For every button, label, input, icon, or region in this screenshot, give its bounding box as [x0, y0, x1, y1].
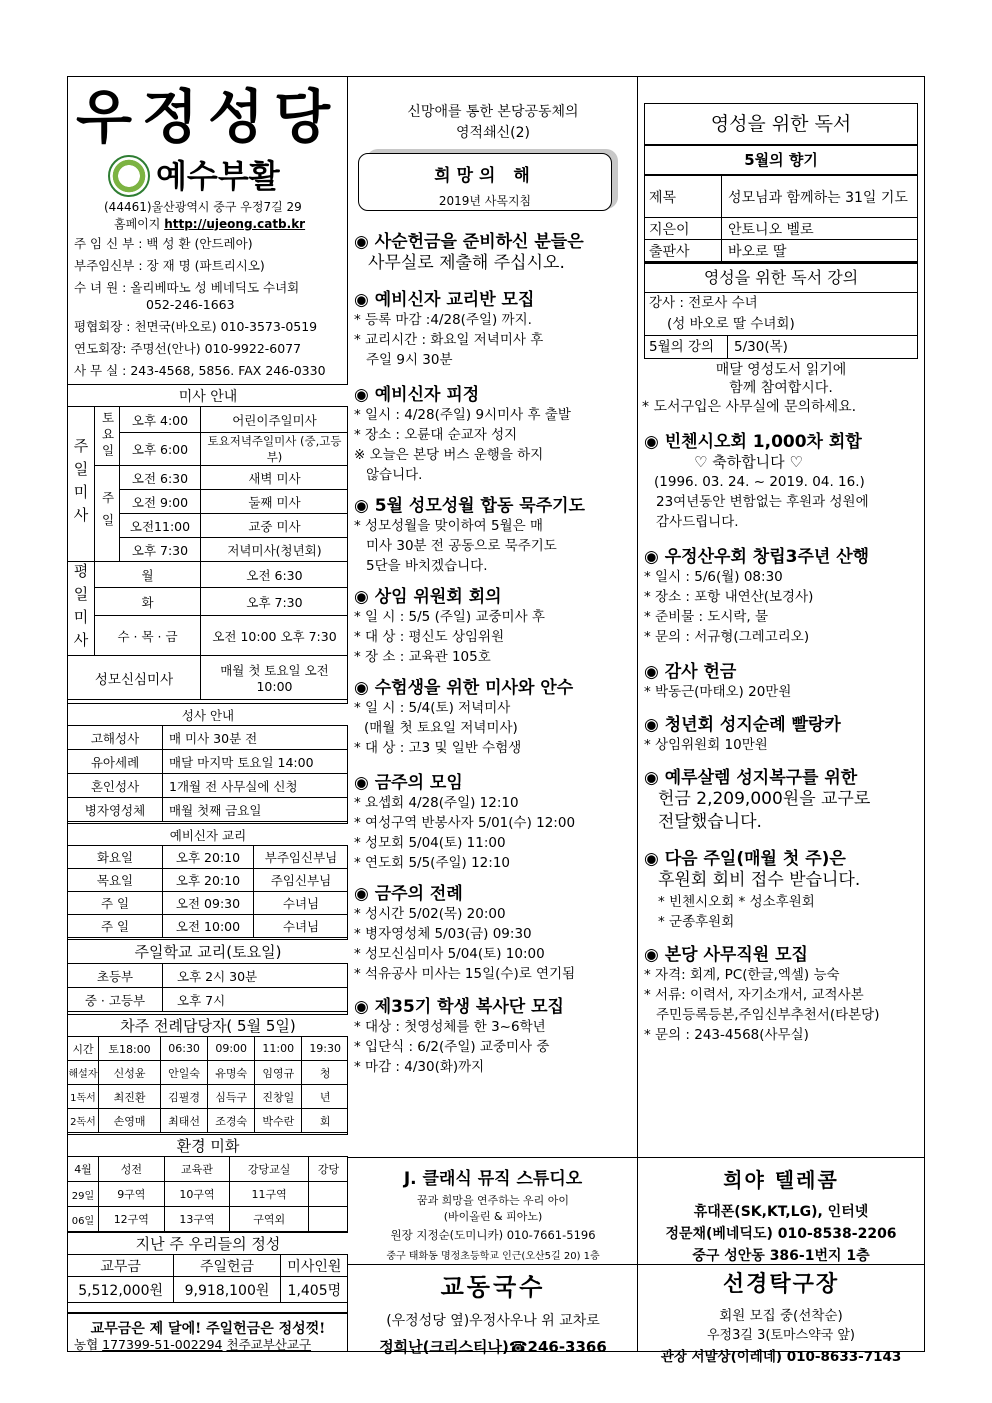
- mass-name: 토요저녁주일미사 (중,고등부): [201, 433, 349, 466]
- liturgy-col: 시간: [68, 1037, 99, 1061]
- liturgy-role: 해설자: [68, 1061, 99, 1085]
- liturgy-person: 손영매: [99, 1109, 161, 1133]
- notice-line: * 빈첸시오회 * 성소후원회: [658, 894, 815, 910]
- notice-item: [354, 227, 636, 275]
- class-teacher: 부주임신부님: [254, 846, 349, 869]
- notice-item: [644, 427, 922, 532]
- notice-line: * 일 시 : 5/5 (주일) 교중미사 후: [354, 609, 545, 625]
- subtitle: 예수부활: [156, 157, 280, 195]
- env-day: 06일: [68, 1207, 99, 1232]
- env-day: 29일: [68, 1182, 99, 1207]
- ad-music-studio: [348, 1157, 638, 1265]
- notice-heading: ◉ 제35기 학생 복사단 모집: [354, 997, 564, 1017]
- heart-mass: 성모신심미사: [68, 656, 201, 700]
- notice-item: [354, 768, 636, 873]
- notice-line: * 서류: 이력서, 자기소개서, 교적사본: [644, 987, 864, 1003]
- ad-line: 꿈과 희망을 연주하는 우리 아이: [416, 1194, 570, 1207]
- lecture-date: 5/30(목): [734, 339, 788, 355]
- reading-note-3: * 도서구입은 사무실에 문의하세요.: [642, 399, 857, 415]
- env-col: 강당: [309, 1157, 348, 1182]
- notice-line: * 여성구역 반봉사자 5/01(수) 12:00: [354, 815, 576, 831]
- mass-name: 어린이주일미사: [201, 407, 349, 433]
- weekday: 월: [95, 562, 201, 588]
- class-time: 오전 10:00: [163, 915, 254, 938]
- liturgy-col: 09:00: [208, 1037, 255, 1061]
- notice-heading: ◉ 본당 사무직원 모집: [644, 945, 808, 965]
- notice-line: 전달했습니다.: [658, 812, 762, 832]
- ad-line: 휴대폰(SK,KT,LG), 인터넷: [693, 1204, 869, 1220]
- mass-time: 오전11:00: [120, 514, 201, 538]
- notice-list: [354, 227, 636, 1083]
- notice-item: [354, 285, 636, 370]
- offering-value: 5,512,000원: [68, 1277, 174, 1303]
- sacrament-desc: 1개월 전 사무실에 신청: [163, 774, 349, 798]
- notice-line: * 문의 : 서규형(그레고리오): [644, 629, 810, 645]
- bank-account: 농협 177399-51-002294 천주교부산교구: [74, 1337, 312, 1352]
- notice-item: [644, 940, 922, 1045]
- notice-item: [644, 542, 922, 647]
- mass-time: 오후 4:00: [120, 407, 201, 433]
- notice-line: * 준비물 : 도시락, 물: [644, 609, 769, 625]
- left-column: [68, 77, 348, 1351]
- year-banner: [358, 149, 626, 213]
- mass-time: 오후 6:00: [120, 433, 201, 466]
- mass-time: 오전 9:00: [120, 490, 201, 514]
- class-day: 주 일: [68, 915, 163, 938]
- liturgy-person: 조경숙: [208, 1109, 255, 1133]
- notice-line: * 박동근(마태오) 20만원: [644, 684, 792, 700]
- school-level: 초등부: [68, 964, 163, 988]
- ad-line: 중구 성안동 386-1번지 1층: [692, 1248, 870, 1264]
- notice-line: * 성시간 5/02(목) 20:00: [354, 906, 506, 922]
- staff-1: 부주임신부 : 장 재 명 (파트리시오): [74, 258, 265, 273]
- notice-line: 23여년동안 변함없는 후원과 성원에: [656, 494, 869, 510]
- notice-heading: ◉ 우정산우회 창립3주년 산행: [644, 547, 870, 567]
- notice-line: 사무실로 제출해 주십시오.: [368, 253, 565, 273]
- banner-title: 희망의 해: [434, 166, 536, 186]
- sacrament-table: [68, 703, 348, 822]
- ad-line: 정문채(베네딕도) 010-8538-2206: [665, 1226, 897, 1242]
- lecturer: 강사 : 전로사 수녀: [649, 295, 758, 311]
- notice-line: * 입단식 : 6/2(주일) 교중미사 중: [354, 1039, 550, 1055]
- reading-note-1: 매달 영성도서 읽기에: [715, 362, 847, 378]
- offering-value: 1,405명: [280, 1277, 348, 1303]
- notice-line: * 성모성월을 맞이하여 5월은 매: [354, 518, 543, 534]
- env-zone: 13구역: [164, 1207, 230, 1232]
- liturgy-person: 년: [302, 1085, 348, 1109]
- notice-line: * 장 소 : 교육관 105호: [354, 649, 491, 665]
- lecturer-org: (성 바오로 딸 수녀회): [645, 313, 917, 336]
- sacrament-desc: 매달 마지막 토요일 14:00: [163, 750, 349, 774]
- class-day: 목요일: [68, 869, 163, 892]
- env-zone: 12구역: [99, 1207, 165, 1232]
- notice-line: 주일 9시 30분: [366, 352, 453, 368]
- liturgy-person: 유명숙: [208, 1061, 255, 1085]
- liturgy-person: 김필경: [161, 1085, 208, 1109]
- class-time: 오전 09:30: [163, 892, 254, 915]
- sacrament-name: 유아세례: [68, 750, 163, 774]
- notice-line: 않습니다.: [366, 467, 423, 483]
- ad-table-tennis: [638, 1263, 924, 1365]
- parish-logo-icon: [108, 155, 150, 197]
- offering-value: 9,918,100원: [174, 1277, 280, 1303]
- pastoral-theme: 신망애를 통한 본당공동체의: [407, 104, 579, 120]
- mass-time: 오전 6:30: [120, 466, 201, 490]
- env-zone: [309, 1182, 348, 1207]
- notice-heading: ◉ 예비신자 교리반 모집: [354, 290, 535, 310]
- liturgy-person: 최태선: [161, 1109, 208, 1133]
- offering-slogan: 교무금은 제 달에! 주일헌금은 정성껏!: [68, 1312, 348, 1338]
- notice-item: [354, 380, 636, 485]
- class-day: 화요일: [68, 846, 163, 869]
- liturgy-person: 임영규: [255, 1061, 302, 1085]
- ad-title: 선경탁구장: [722, 1271, 840, 1297]
- sacrament-name: 병자영성체: [68, 798, 163, 822]
- class-time: 오후 20:10: [163, 869, 254, 892]
- env-col: 4월: [68, 1157, 99, 1182]
- liturgy-person: 박수란: [255, 1109, 302, 1133]
- lecture-date-row: [645, 336, 917, 358]
- sunday-label: 주일: [95, 466, 120, 562]
- notice-line: 주민등록등본,주임신부추천서(타본당): [656, 1007, 880, 1023]
- bulletin-page: [67, 76, 925, 1365]
- liturgy-role: 1독서: [68, 1085, 99, 1109]
- notice-line: * 군종후원회: [658, 914, 735, 930]
- notice-item: [644, 763, 922, 834]
- mass-name: 교중 미사: [201, 514, 349, 538]
- notice-line: * 장소 : 포항 내연산(보경사): [644, 589, 814, 605]
- notice-line: * 자격: 회계, PC(한글,엑셀) 능숙: [644, 967, 840, 983]
- school-time: 오후 7시: [163, 988, 349, 1012]
- notice-line: 후원회 회비 접수 받습니다.: [658, 870, 861, 890]
- notice-item: [644, 844, 922, 932]
- notice-line: ♡ 축하합니다 ♡: [694, 453, 803, 471]
- book-label: 제목: [645, 176, 722, 218]
- liturgy-person: 회: [302, 1109, 348, 1133]
- notice-heading: ◉ 금주의 전례: [354, 884, 463, 904]
- notice-line: * 일시 : 5/6(월) 08:30: [644, 569, 783, 585]
- notice-line: * 석유공사 미사는 15일(수)로 연기됨: [354, 966, 576, 982]
- notice-line: * 상임위원회 10만원: [644, 737, 768, 753]
- weekday-time: 오후 7:30: [201, 588, 349, 616]
- notice-line: * 요셉회 4/28(주일) 12:10: [354, 795, 519, 811]
- staff-4: 평협회장 : 천면국(바오로) 010-3573-0519: [74, 319, 318, 334]
- heart-mass-time: 매월 첫 토요일 오전 10:00: [201, 656, 349, 700]
- sunday-mass-label: 주일미사: [68, 407, 95, 562]
- offering-table: [68, 1232, 348, 1303]
- catechumen-heading: 예비신자 교리: [68, 824, 348, 846]
- notice-line: * 일시 : 4/28(주일) 9시미사 후 출발: [354, 407, 571, 423]
- parish-title: 우정성당: [75, 83, 341, 151]
- class-teacher: 수녀님: [254, 892, 349, 915]
- reading-note-2: 함께 참여합시다.: [729, 380, 833, 396]
- catechumen-table: [68, 823, 348, 938]
- reading-month: 5월의 향기: [645, 146, 917, 175]
- homepage-link[interactable]: http://ujeong.catb.kr: [164, 217, 306, 231]
- liturgy-person: 최진환: [99, 1085, 161, 1109]
- environment-table: [68, 1134, 348, 1232]
- sunday-school-heading: 주일학교 교리(토요일): [68, 940, 348, 964]
- sacrament-name: 고해성사: [68, 726, 163, 750]
- mass-time: 오후 7:30: [120, 538, 201, 562]
- notice-line: ※ 오늘은 본당 버스 운행을 하지: [354, 447, 544, 463]
- liturgy-col: 11:00: [255, 1037, 302, 1061]
- notice-line: 미사 30분 전 공동으로 묵주기도: [366, 538, 557, 554]
- mass-name: 새벽 미사: [201, 466, 349, 490]
- env-zone: 10구역: [164, 1182, 230, 1207]
- weekday: 화: [95, 588, 201, 616]
- notice-heading: ◉ 상임 위원회 회의: [354, 587, 502, 607]
- notice-line: 헌금 2,209,000원을 교구로: [658, 789, 871, 809]
- notice-line: * 문의 : 243-4568(사무실): [644, 1027, 809, 1043]
- env-zone: 9구역: [99, 1182, 165, 1207]
- notice-item: [354, 673, 636, 758]
- notice-line: * 마감 : 4/30(화)까지: [354, 1059, 485, 1075]
- book-publisher: 바오로 딸: [722, 240, 918, 262]
- book-label: 지은이: [645, 218, 722, 240]
- weekday: 수 · 목 · 금: [95, 616, 201, 656]
- reading-heading: 영성을 위한 독서: [645, 104, 917, 146]
- notice-item: [644, 710, 922, 755]
- notice-item: [354, 879, 636, 984]
- staff-3: 052-246-1663: [146, 297, 235, 312]
- liturgy-person: 청: [302, 1061, 348, 1085]
- ad-telecom: [638, 1157, 924, 1265]
- notice-line: * 대 상 : 고3 및 일반 수험생: [354, 740, 522, 756]
- ad-title: 교동국수: [440, 1272, 546, 1301]
- ad-noodle: [348, 1263, 638, 1356]
- ad-line: (바이올린 & 피아노): [443, 1210, 543, 1223]
- staff-6: 사 무 실 : 243-4568, 5856. FAX 246-0330: [74, 363, 326, 378]
- book-table: [645, 175, 917, 262]
- notice-line: (매월 첫 토요일 저녁미사): [364, 720, 518, 736]
- notice-heading: ◉ 수험생을 위한 미사와 안수: [354, 678, 574, 698]
- notice-line: * 등록 마감 :4/28(주일) 까지.: [354, 312, 532, 328]
- liturgy-person: 심득구: [208, 1085, 255, 1109]
- offering-col: 주일헌금: [174, 1255, 280, 1277]
- notice-heading: ◉ 사순헌금을 준비하신 분들은: [354, 232, 584, 252]
- reading-box: [644, 103, 918, 359]
- notice-line: (1996. 03. 24. ~ 2019. 04. 16.): [654, 474, 865, 490]
- ad-title: J. 클래식 뮤직 스튜디오: [403, 1169, 583, 1189]
- staff-2: 수 녀 원 : 올리베따노 성 베네딕도 수녀회: [74, 280, 300, 295]
- notice-item: [354, 582, 636, 667]
- class-time: 오후 20:10: [163, 846, 254, 869]
- liturgy-col: 토18:00: [99, 1037, 161, 1061]
- env-zone: [309, 1207, 348, 1232]
- lecture-label: 5월의 강의: [645, 336, 728, 358]
- book-title: 성모님과 함께하는 31일 기도: [722, 176, 918, 218]
- notice-heading: ◉ 예루살렘 성지복구를 위한: [644, 768, 858, 788]
- liturgy-role: 2독서: [68, 1109, 99, 1133]
- notice-line: * 대상 : 첫영성체를 한 3~6학년: [354, 1019, 546, 1035]
- lecture-heading: 영성을 위한 독서 강의: [645, 262, 917, 293]
- offering-col: 교무금: [68, 1255, 174, 1277]
- sunday-school-table: [68, 939, 348, 1012]
- book-label: 출판사: [645, 240, 722, 262]
- staff-5: 연도회장: 주명선(안나) 010-9922-6077: [74, 341, 302, 356]
- notice-heading: ◉ 금주의 모임: [354, 773, 463, 793]
- env-zone: 11구역: [230, 1182, 309, 1207]
- notice-heading: ◉ 청년회 성지순례 빨랑카: [644, 715, 841, 735]
- class-day: 주 일: [68, 892, 163, 915]
- notice-item: [354, 491, 636, 576]
- liturgy-person: 진창일: [255, 1085, 302, 1109]
- ad-line: 정희난(크리스티나)☎246-3366: [379, 1338, 607, 1356]
- offering-col: 미사인원: [280, 1255, 348, 1277]
- liturgy-heading: 차주 전례담당자( 5월 5일): [68, 1015, 348, 1037]
- liturgy-table: [68, 1014, 348, 1133]
- school-time: 오후 2시 30분: [163, 964, 349, 988]
- notice-line: * 일 시 : 5/4(토) 저녁미사: [354, 700, 511, 716]
- env-col: 성전: [99, 1157, 165, 1182]
- notice-item: [354, 992, 636, 1077]
- notice-line: * 장소 : 오륜대 순교자 성지: [354, 427, 518, 443]
- class-teacher: 주임신부님: [254, 869, 349, 892]
- ad-line: 우정3길 3(토마스약국 앞): [707, 1328, 855, 1343]
- env-col: 교육관: [164, 1157, 230, 1182]
- env-heading: 환경 미화: [68, 1135, 348, 1157]
- ad-line: 회원 모집 중(선착순): [719, 1308, 843, 1324]
- address: (44461)울산광역시 중구 우정7길 29: [104, 200, 302, 214]
- mass-table: [68, 384, 348, 700]
- weekday-mass-label: 평일미사: [68, 562, 95, 656]
- env-zone: 구역외: [230, 1207, 309, 1232]
- liturgy-person: 안일숙: [161, 1061, 208, 1085]
- notice-line: 5단을 바치겠습니다.: [366, 558, 488, 574]
- notice-heading: ◉ 5월 성모성월 합동 묵주기도: [354, 496, 585, 516]
- homepage: 홈페이지 http://ujeong.catb.kr: [114, 217, 306, 231]
- notice-heading: ◉ 빈첸시오회 1,000차 회합: [644, 432, 862, 452]
- school-level: 중 · 고등부: [68, 988, 163, 1012]
- notice-heading: ◉ 예비신자 피정: [354, 385, 480, 405]
- notice-line: * 대 상 : 평신도 상임위원: [354, 629, 505, 645]
- notice-line: * 연도회 5/5(주일) 12:10: [354, 855, 510, 871]
- liturgy-col: 06:30: [161, 1037, 208, 1061]
- sacrament-desc: 매 미사 30분 전: [163, 726, 349, 750]
- ad-title: 희야 텔레콤: [723, 1168, 839, 1192]
- mass-name: 저녁미사(청년회): [201, 538, 349, 562]
- ad-line: 원장 지정순(도미니카) 010-7661-5196: [390, 1228, 596, 1242]
- notice-heading: ◉ 감사 헌금: [644, 662, 737, 682]
- sacrament-heading: 성사 안내: [68, 704, 348, 726]
- mass-heading: 미사 안내: [68, 385, 348, 407]
- ad-line: 관장 서말상(이레네) 010-8633-7143: [660, 1349, 902, 1365]
- weekday-time: 오전 10:00 오후 7:30: [201, 616, 349, 656]
- pastoral-theme-2: 영적쇄신(2): [456, 125, 530, 141]
- sacrament-desc: 매월 첫째 금요일: [163, 798, 349, 822]
- sacrament-name: 혼인성사: [68, 774, 163, 798]
- ad-line: 중구 태화동 명정초등학교 인근(오산5길 20) 1층: [386, 1251, 600, 1262]
- book-author: 안토니오 벨로: [722, 218, 918, 240]
- staff-0: 주 임 신 부 : 백 성 환 (안드레아): [74, 236, 253, 251]
- env-col: 강당교실: [230, 1157, 309, 1182]
- banner-sub: 2019년 사목지침: [438, 194, 532, 208]
- offering-heading: 지난 주 우리들의 정성: [68, 1233, 348, 1255]
- notice-heading: ◉ 다음 주일(매월 첫 주)은: [644, 849, 846, 869]
- mass-name: 둘째 미사: [201, 490, 349, 514]
- notice-line: * 병자영성체 5/03(금) 09:30: [354, 926, 532, 942]
- class-teacher: 수녀님: [254, 915, 349, 938]
- weekday-time: 오전 6:30: [201, 562, 349, 588]
- liturgy-person: 신성윤: [99, 1061, 161, 1085]
- notice-list-2: [644, 427, 922, 1051]
- notice-line: * 성모회 5/04(토) 11:00: [354, 835, 506, 851]
- notice-line: 감사드립니다.: [656, 514, 739, 530]
- notice-item: [644, 657, 922, 702]
- saturday-label: 토요일: [95, 407, 120, 466]
- notice-line: * 성모신심미사 5/04(토) 10:00: [354, 946, 545, 962]
- ad-line: (우정성당 옆)우정사우나 위 교차로: [386, 1313, 600, 1329]
- notice-line: * 교리시간 : 화요일 저녁미사 후: [354, 332, 544, 348]
- liturgy-col: 19:30: [302, 1037, 348, 1061]
